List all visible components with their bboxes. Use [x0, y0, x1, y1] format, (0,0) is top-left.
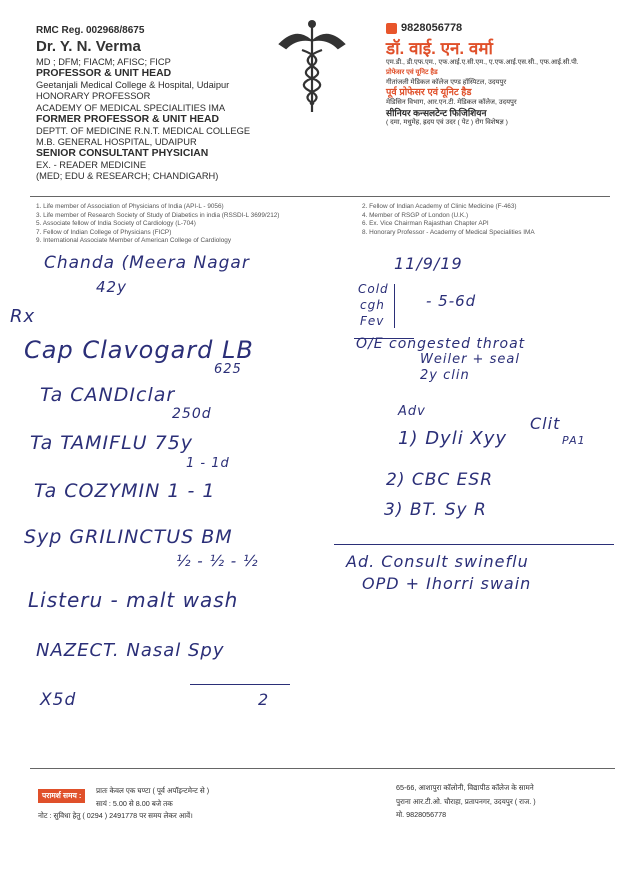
rx-symbol: Rx: [10, 306, 36, 327]
caduceus-icon: [272, 18, 352, 116]
underline: [190, 684, 290, 685]
membership-item: 6. Ex. Vice Chairman Rajasthan Chapter API: [362, 220, 489, 228]
registration-number: RMC Reg. 002968/8675: [36, 25, 145, 36]
advice-line: OPD + Ihorri swain: [362, 574, 532, 593]
qualifications-english: [36, 57, 306, 183]
address-line: मो. 9828056778: [396, 810, 447, 819]
test-item: 3) BT. Sy R: [384, 500, 487, 520]
qualification-line: SENIOR CONSULTANT PHYSICIAN: [36, 148, 209, 160]
footer-divider: [30, 768, 615, 769]
memberships-left: [36, 203, 366, 246]
phone-text: 9828056778: [401, 22, 463, 34]
membership-item: 9. International Associate Member of American College of Cardiology: [36, 237, 232, 245]
header-divider: [30, 196, 610, 197]
hindi-line: गीतांजली मेडिकल कॉलेज एण्ड हॉस्पिटल, उदयपुर: [386, 79, 507, 86]
rx-line: 250d: [172, 406, 212, 422]
doctor-name-hindi: डॉ. वाई. एन. वर्मा: [386, 39, 493, 58]
clinic-address: [396, 781, 536, 822]
qualification-line: FORMER PROFESSOR & UNIT HEAD: [36, 113, 219, 125]
membership-item: 8. Honorary Professor - Academy of Medical Specialities IMA: [362, 228, 535, 236]
complaint: cgh: [360, 298, 385, 312]
phone-number: [386, 22, 462, 34]
qualification-line: Geetanjali Medical College & Hospital, Udaipur: [36, 80, 230, 91]
hindi-line: ( दमा, मधुमेह, ह्रदय एवं उदर ( पेट ) रोग विशेषज्ञ ): [386, 119, 508, 126]
hindi-line: सीनियर कन्सलटेन्ट फिजिशियन: [386, 108, 487, 118]
rx-line: Listeru - malt wash: [28, 588, 239, 612]
rx-line: NAZECT. Nasal Spy: [36, 640, 225, 661]
advice-heading: Adv: [398, 404, 426, 419]
qualification-line: PROFESSOR & UNIT HEAD: [36, 68, 172, 80]
qualification-line: ACADEMY OF MEDICAL SPECIALITIES IMA: [36, 102, 226, 113]
patient-age: 42y: [96, 278, 127, 296]
rx-line: 2: [258, 690, 270, 709]
qualification-line: (MED; EDU & RESEARCH; CHANDIGARH): [36, 171, 219, 182]
rx-line: Ta CANDIclar: [40, 384, 176, 406]
membership-item: 1. Life member of Association of Physicians of India (API-L - 9056): [36, 203, 224, 210]
membership-item: 3. Life member of Research Society of Study of Diabetics in india (RSSDI-L 3699/212): [36, 211, 280, 219]
consult-time-badge: परामर्श समय :: [38, 789, 85, 803]
test-item: 2) CBC ESR: [386, 470, 494, 490]
test-item: PA1: [562, 434, 586, 447]
appointment-note: नोट : सुविधा हेतु ( 0294 ) 2491778 पर समय लेकर आवें।: [38, 811, 193, 820]
qualification-line: HONORARY PROFESSOR: [36, 91, 151, 102]
test-item: Clit: [530, 414, 561, 433]
rx-line: 1 - 1d: [186, 456, 230, 471]
advice-line: Ad. Consult swineflu: [346, 552, 529, 571]
test-item: 1) Dyli Xyy: [398, 428, 508, 449]
hindi-line: मेडिसिन विभाग, आर.एन.टी. मेडिकल कॉलेज, उदयपुर: [386, 99, 517, 106]
address-line: 65-66, आशापुरा कॉलोनी, विद्यापीठ कॉलेज के सामने: [396, 783, 534, 792]
qualification-line: EX. - READER MEDICINE: [36, 160, 147, 171]
consult-time-morning: प्रातः केवल एक घण्टा ( पूर्व अपॉइन्टमेन्ट से ): [96, 786, 210, 795]
membership-item: 4. Member of RSGP of London (U.K.): [362, 211, 469, 219]
rx-line: 625: [214, 362, 242, 377]
qualification-line: M.B. GENERAL HOSPITAL, UDAIPUR: [36, 137, 197, 148]
examination: 2y clin: [420, 368, 470, 383]
patient-name: Chanda (Meera Nagar: [44, 253, 250, 273]
rx-line: Syp GRILINCTUS BM: [24, 526, 233, 548]
complaint: Cold: [358, 282, 389, 296]
doctor-name-english: Dr. Y. N. Verma: [36, 38, 141, 55]
rx-line: Ta TAMIFLU 75y: [30, 432, 194, 454]
brace: [394, 284, 395, 328]
rx-line: X5d: [40, 690, 77, 710]
membership-item: 7. Fellow of Indian College of Physicians (FICP): [36, 228, 172, 236]
qualifications-hindi: [386, 58, 626, 128]
visit-date: 11/9/19: [394, 254, 463, 273]
qualification-line: DEPTT. OF MEDICINE R.N.T. MEDICAL COLLEGE: [36, 125, 251, 136]
phone-icon: [386, 23, 397, 34]
complaint: Fev: [360, 314, 385, 328]
address-line: पुराना आर.टी.ओ. चौराहा, प्रतापनगर, उदयपुर ( राज. ): [396, 796, 536, 806]
consult-time-evening: सायं : 5.00 से 8.00 बजे तक: [96, 799, 173, 808]
membership-item: 5. Associate fellow of India Society of Cardiology (L-704): [36, 220, 196, 228]
hindi-line: पूर्व प्रोफेसर एवं यूनिट हैड: [386, 87, 472, 98]
rx-line: Cap Clavogard LB: [24, 336, 254, 364]
membership-item: 2. Fellow of Indian Academy of Clinic Medicine (F-463): [362, 203, 517, 210]
complaint-duration: - 5-6d: [426, 292, 477, 310]
examination: Weiler + seal: [420, 352, 520, 367]
hindi-line: प्रोफेसर एवं यूनिट हैड: [386, 69, 438, 76]
consult-times: [96, 784, 209, 810]
advice-divider: [334, 544, 614, 545]
qualification-line: MD ; DFM; FIACM; AFISC; FICP: [36, 57, 171, 67]
hindi-line: एम.डी., डी.एफ.एम., एफ.आई.ए.सी.एम., ए.एफ.आई.एस.सी., एफ.आई.सी.पी.: [386, 59, 579, 66]
rx-line: ½ - ½ - ½: [176, 552, 259, 570]
memberships-right: [362, 203, 622, 237]
examination: O/E congested throat: [356, 336, 526, 352]
rx-line: Ta COZYMIN 1 - 1: [34, 480, 216, 502]
